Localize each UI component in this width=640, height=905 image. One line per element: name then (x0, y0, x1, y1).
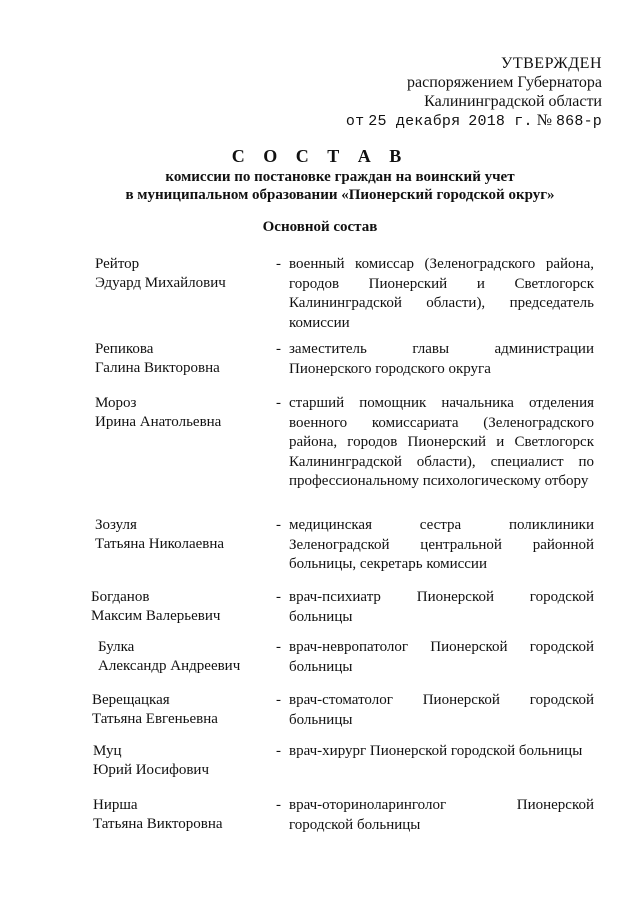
member-given-name: Максим Валерьевич (91, 608, 221, 624)
member-name (95, 394, 275, 432)
member-dash: - (276, 589, 281, 605)
member-role: врач-психиатр Пионерской городской больницы (289, 589, 594, 625)
member-given-name: Татьяна Николаевна (95, 536, 225, 552)
member-surname: Нирша (93, 797, 138, 813)
member-role: врач-оториноларинголог Пионерской городской больницы (289, 797, 594, 833)
section-heading: Основной состав (262, 219, 378, 235)
year-stamp: 2018 г. (468, 113, 533, 130)
member-surname: Зозуля (95, 517, 137, 533)
member-name (91, 588, 271, 626)
member-dash: - (276, 256, 281, 272)
member-dash: - (276, 517, 281, 533)
member-dash: - (276, 797, 281, 813)
member-name (98, 638, 278, 676)
member-dash: - (276, 692, 281, 708)
member-name (95, 516, 275, 554)
member-surname: Верещацкая (92, 692, 170, 708)
number-sign: № (536, 112, 552, 129)
member-name (95, 255, 275, 293)
member-dash: - (276, 743, 281, 759)
member-role: заместитель главы администрации Пионерского городского округа (289, 341, 594, 377)
member-given-name: Татьяна Евгеньевна (92, 711, 218, 727)
member-surname: Рейтор (95, 256, 140, 272)
member-name (93, 796, 273, 834)
member-role: врач-стоматолог Пионерской городской больницы (289, 692, 594, 728)
document-title: С О С Т А В (231, 146, 409, 166)
approval-line-2: Калининградской области (424, 93, 602, 110)
member-surname: Мороз (95, 395, 137, 411)
member-dash: - (276, 639, 281, 655)
member-dash: - (276, 341, 281, 357)
member-given-name: Эдуард Михайлович (95, 275, 226, 291)
member-role: военный комиссар (Зеленоградского района, городов Пионерский и Светлогорск Калининградской области), председатель комиссии (289, 256, 594, 331)
document-subtitle-2: в муниципальном образовании «Пионерский городской округ» (125, 187, 555, 203)
document-subtitle-1: комиссии по постановке граждан на воинский учет (165, 169, 515, 185)
member-given-name: Александр Андреевич (98, 658, 241, 674)
member-given-name: Юрий Иосифович (93, 762, 209, 778)
member-role: врач-невропатолог Пионерской городской больницы (289, 639, 594, 675)
member-given-name: Галина Викторовна (95, 360, 220, 376)
member-surname: Репикова (95, 341, 154, 357)
member-given-name: Татьяна Викторовна (93, 816, 223, 832)
approval-title: УТВЕРЖДЕН (501, 55, 602, 72)
member-name (92, 691, 272, 729)
number-stamp: 868-р (555, 113, 602, 130)
member-role: старший помощник начальника отделения военного комиссариата (Зеленоградского района, городов Пионерский и Светлогорск Калининградской области), специалист по профессиональному психологическому отбору (289, 395, 594, 489)
approval-date-line (346, 111, 602, 131)
approval-line-1: распоряжением Губернатора (406, 74, 602, 91)
member-dash: - (276, 395, 281, 411)
member-name (93, 742, 273, 780)
member-surname: Муц (93, 743, 122, 759)
date-stamp: 25 декабря (368, 113, 461, 130)
member-role: медицинская сестра поликлиники Зеленоградской центральной районной больницы, секретарь комиссии (289, 517, 594, 572)
member-given-name: Ирина Анатольевна (95, 414, 222, 430)
approval-block (346, 54, 602, 131)
date-prefix: от (345, 113, 365, 130)
member-name (95, 340, 275, 378)
member-surname: Богданов (91, 589, 150, 605)
member-role: врач-хирург Пионерской городской больницы (289, 743, 583, 759)
member-surname: Булка (98, 639, 135, 655)
